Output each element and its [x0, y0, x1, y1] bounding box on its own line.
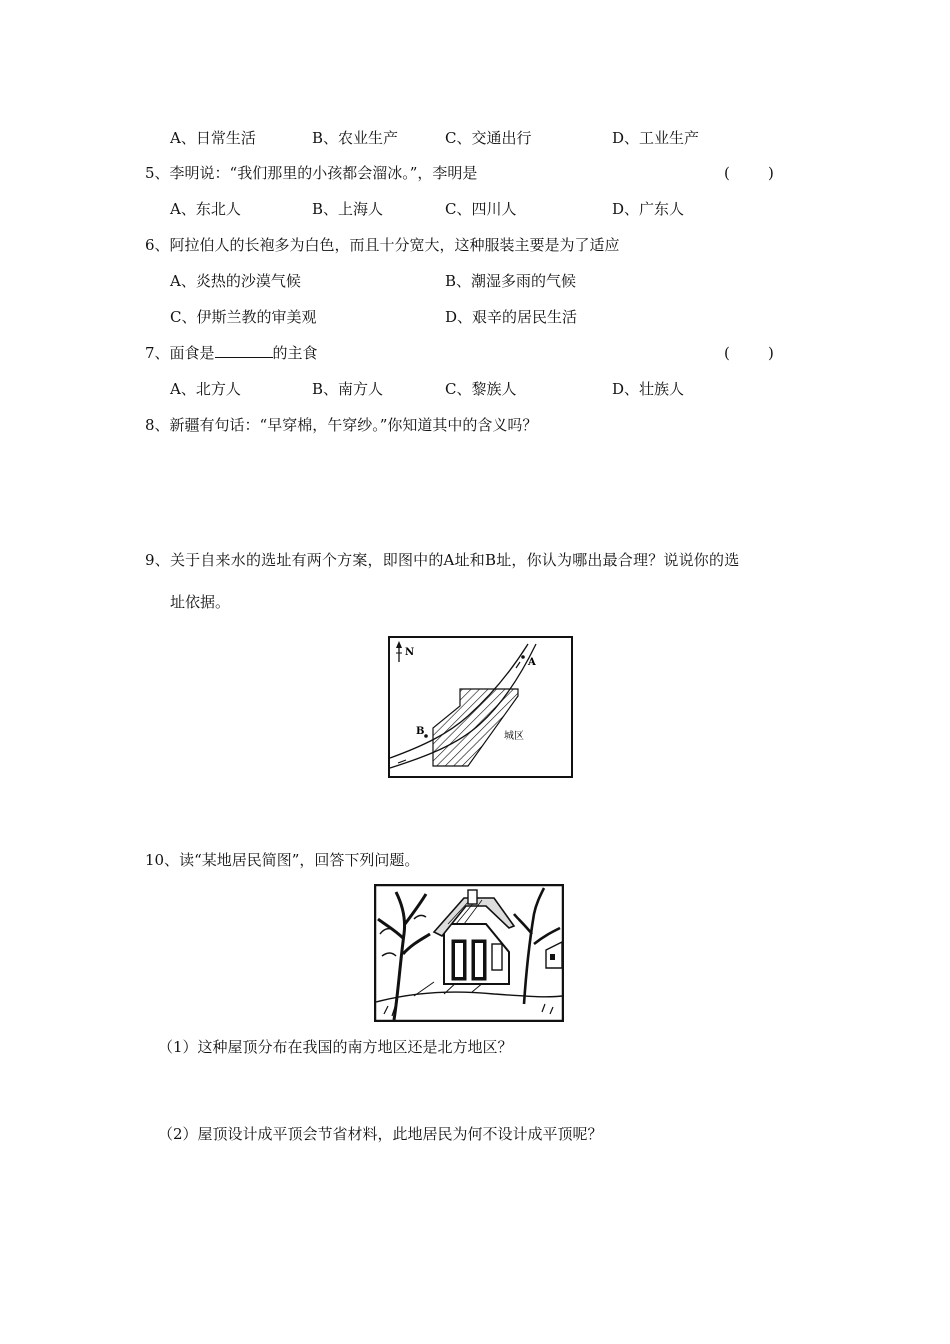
q4-option-c: C、交通出行	[445, 129, 532, 147]
site-b-marker	[424, 734, 428, 738]
q5-option-d: D、广东人	[612, 200, 685, 218]
site-a-label: A	[528, 657, 536, 668]
q6-option-d: D、艰辛的居民生活	[445, 308, 578, 326]
q7-answer-paren: ( )	[724, 344, 774, 362]
site-b-label: B	[416, 726, 425, 737]
q6-option-a: A、炎热的沙漠气候	[170, 272, 301, 290]
q5-stem: 5、李明说：“我们那里的小孩都会溜冰。”，李明是	[145, 164, 478, 182]
q7-option-a: A、北方人	[170, 380, 241, 398]
q4-option-d: D、工业生产	[612, 129, 700, 147]
q4-option-a: A、日常生活	[170, 129, 256, 147]
q5-option-a: A、东北人	[170, 200, 241, 218]
q9-stem-line2: 址依据。	[170, 593, 231, 611]
q10-sub-question-2: （2）屋顶设计成平顶会节省材料，此地居民为何不设计成平顶呢？	[158, 1125, 603, 1143]
q9-stem-line1: 9、关于自来水的选址有两个方案，即图中的A址和B址，你认为哪出最合理？说说你的选	[145, 551, 740, 569]
water-site-map	[388, 636, 574, 780]
q8-stem: 8、新疆有句话：“早穿棉，午穿纱。”你知道其中的含义吗？	[145, 416, 538, 434]
q7-option-b: B、南方人	[312, 380, 384, 398]
q4-option-b: B、农业生产	[312, 129, 399, 147]
residence-illustration	[374, 884, 564, 1022]
q10-sub-question-1: （1）这种屋顶分布在我国的南方地区还是北方地区？	[158, 1038, 513, 1056]
q7-stem	[145, 343, 318, 363]
city-label: 城区	[504, 731, 524, 742]
q7-stem-suffix: 的主食	[272, 344, 318, 362]
q6-option-b: B、潮湿多雨的气候	[445, 272, 577, 290]
q5-option-c: C、四川人	[445, 200, 517, 218]
q7-stem-prefix: 7、面食是	[145, 344, 215, 362]
north-label: N	[405, 647, 415, 658]
q5-option-b: B、上海人	[312, 200, 384, 218]
q7-option-c: C、黎族人	[445, 380, 517, 398]
site-a-marker	[521, 655, 525, 659]
q7-option-d: D、壮族人	[612, 380, 685, 398]
q6-stem: 6、阿拉伯人的长袍多为白色，而且十分宽大，这种服装主要是为了适应	[145, 236, 620, 254]
q7-answer-blank[interactable]	[215, 343, 273, 358]
q5-answer-paren: ( )	[724, 164, 774, 182]
q6-option-c: C、伊斯兰教的审美观	[170, 308, 317, 326]
q10-stem: 10、读“某地居民简图”，回答下列问题。	[145, 851, 420, 869]
